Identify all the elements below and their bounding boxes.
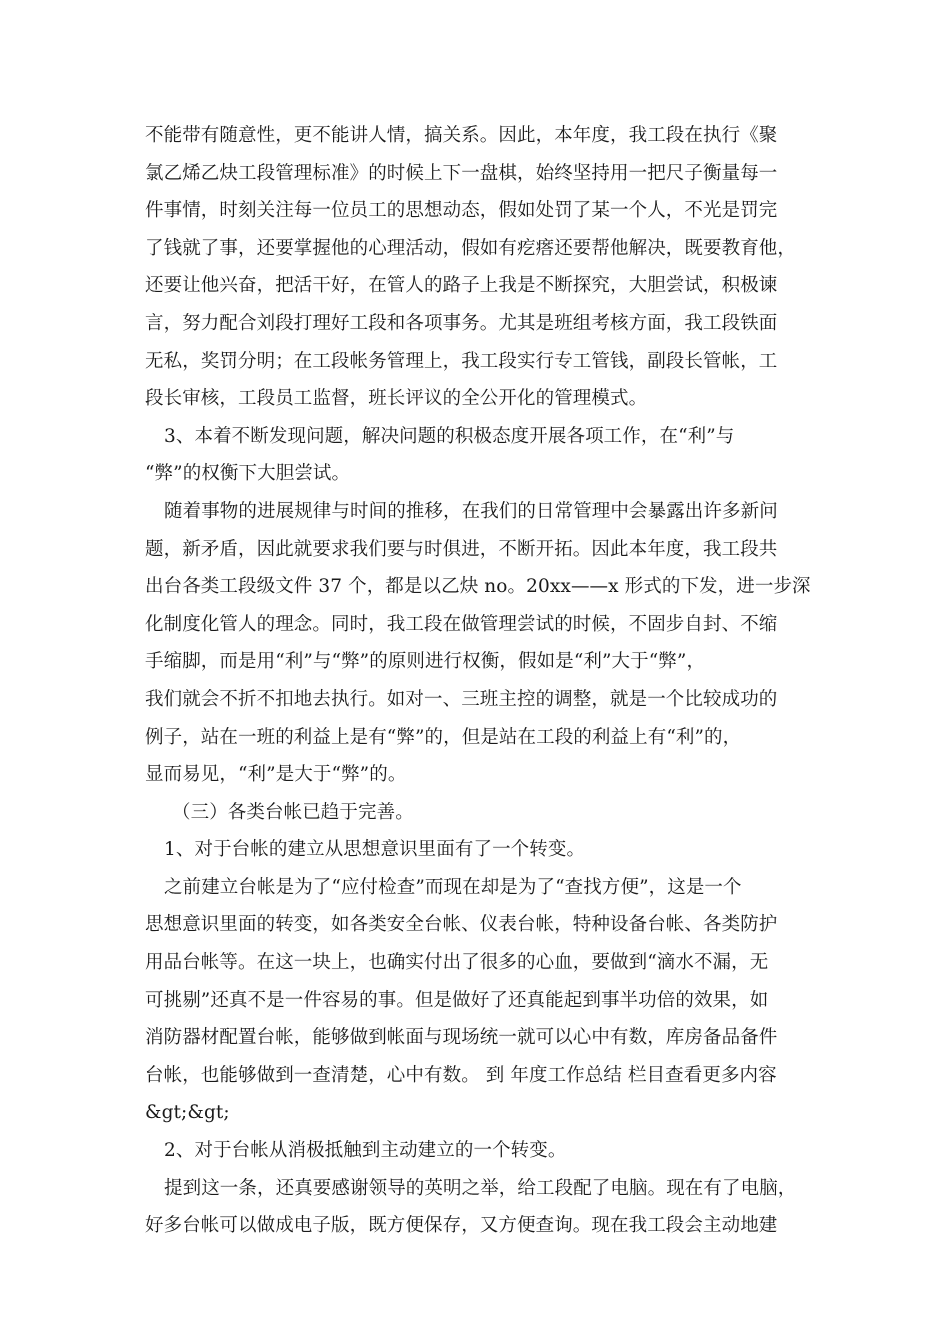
- paragraph-start: 随着事物的进展规律与时间的推移，在我们的日常管理中会暴露出许多新问: [164, 500, 778, 522]
- text-line: 不能带有随意性，更不能讲人情，搞关系。因此，本年度，我工段在执行《聚: [145, 125, 778, 146]
- paragraph-start: 提到这一条，还真要感谢领导的英明之举，给工段配了电脑。现在有了电脑，: [164, 1177, 797, 1199]
- text-line: 化制度化管人的理念。同时，我工段在做管理尝试的时候，不固步自封、不缩: [145, 613, 778, 635]
- section-heading: （三）各类台帐已趋于完善。: [172, 801, 414, 823]
- text-line: 例子，站在一班的利益上是有“弊”的，但是站在工段的利益上有“利”的，: [145, 726, 742, 748]
- subsection-heading: 1、对于台帐的建立从思想意识里面有了一个转变。: [164, 839, 586, 861]
- text-line: 氯乙烯乙炔工段管理标准》的时候上下一盘棋，始终坚持用一把尺子衡量每一: [145, 162, 778, 184]
- text-line: 台帐，也能够做到一查清楚，心中有数。 到 年度工作总结 栏目查看更多内容: [145, 1064, 777, 1086]
- text-line: 出台各类工段级文件 37 个，都是以乙炔 no。20xx——x 形式的下发，进一步深: [145, 576, 811, 598]
- text-line: 无私，奖罚分明；在工段帐务管理上，我工段实行专工管钱，副段长管帐，工: [145, 350, 778, 372]
- text-line: 言，努力配合刘段打理好工段和各项事务。尤其是班组考核方面，我工段铁面: [145, 312, 778, 334]
- text-line: “弊”的权衡下大胆尝试。: [145, 463, 351, 485]
- text-line: 好多台帐可以做成电子版，既方便保存，又方便查询。现在我工段会主动地建: [145, 1215, 778, 1237]
- text-line: &gt;&gt;: [145, 1102, 230, 1124]
- text-line: 思想意识里面的转变，如各类安全台帐、仪表台帐，特种设备台帐、各类防护: [145, 914, 778, 936]
- paragraph-start: 之前建立台帐是为了“应付检查”而现在却是为了“查找方便”，这是一个: [164, 876, 742, 898]
- text-line: 用品台帐等。在这一块上，也确实付出了很多的心血，要做到“滴水不漏，无: [145, 952, 769, 974]
- text-line: 消防器材配置台帐，能够做到帐面与现场统一就可以心中有数，库房备品备件: [145, 1027, 778, 1049]
- text-line: 还要让他兴奋，把活干好，在管人的路子上我是不断探究，大胆尝试，积极谏: [145, 275, 778, 297]
- section-heading: 3、本着不断发现问题，解决问题的积极态度开展各项工作，在“利”与: [164, 425, 735, 447]
- text-line: 显而易见，“利”是大于“弊”的。: [145, 764, 407, 786]
- text-line: 题，新矛盾，因此就要求我们要与时俱进，不断开拓。因此本年度，我工段共: [145, 538, 778, 560]
- text-line: 可挑剔”还真不是一件容易的事。但是做好了还真能起到事半功倍的效果，如: [145, 989, 769, 1011]
- text-line: 手缩脚，而是用“利”与“弊”的原则进行权衡，假如是“利”大于“弊”，: [145, 651, 706, 673]
- text-line: 段长审核，工段员工监督，班长评议的全公开化的管理模式。: [145, 388, 648, 410]
- text-line: 我们就会不折不扣地去执行。如对一、三班主控的调整，就是一个比较成功的: [145, 688, 778, 710]
- subsection-heading: 2、对于台帐从消极抵触到主动建立的一个转变。: [164, 1140, 567, 1162]
- text-line: 件事情，时刻关注每一位员工的思想动态，假如处罚了某一个人，不光是罚完: [145, 200, 778, 222]
- text-line: 了钱就了事，还要掌握他的心理活动，假如有疙瘩还要帮他解决，既要教育他，: [145, 237, 797, 259]
- document-body: [145, 117, 813, 1245]
